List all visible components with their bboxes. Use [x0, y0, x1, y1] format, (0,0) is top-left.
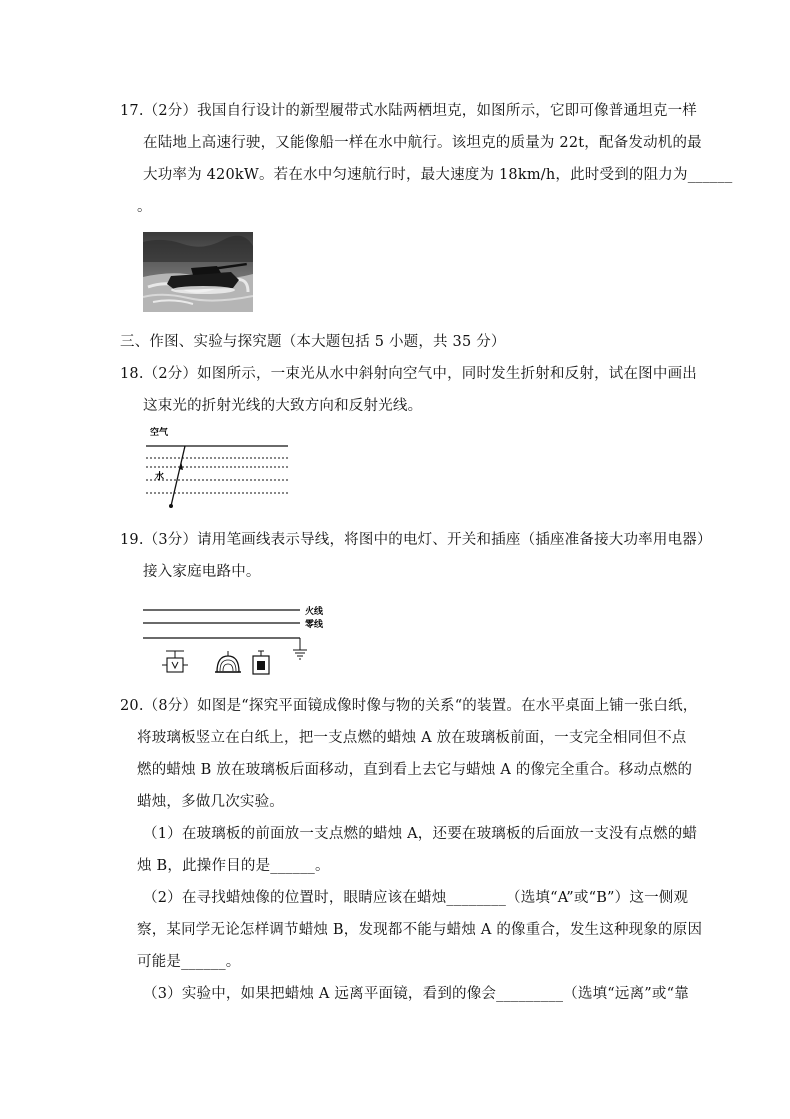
amphibious-tank-photo: [143, 232, 253, 312]
q18-line-1: 18.（2分）如图所示，一束光从水中斜射向空气中，同时发生折射和反射，试在图中画出: [120, 366, 697, 382]
q20-line-1: 20.（8分）如图是“探究平面镜成像时像与物的关系“的装置。在水平桌面上铺一张白纸，: [120, 698, 698, 714]
q20-line-4: 蜡烛，多做几次实验。: [137, 794, 284, 810]
q19-line-1: 19.（3分）请用笔画线表示导线，将图中的电灯、开关和插座（插座准备接大功率用电器）: [120, 532, 712, 548]
q20-part3-line-1: （3）实验中，如果把蜡烛 A 远离平面镜，看到的像会_________（选填“远离”或“靠: [143, 986, 689, 1002]
q20-part2-line-3: 可能是______。: [137, 954, 241, 970]
q17-line-4: 。: [137, 199, 152, 215]
lamp-icon: [215, 651, 241, 672]
water-label: 水: [155, 472, 165, 482]
live-wire-label: 火线: [305, 607, 324, 617]
section-3-heading: 三、作图、实验与探究题（本大题包括 5 小题，共 35 分）: [120, 334, 506, 350]
ground-icon: [293, 650, 307, 659]
q20-part1-line-2: 烛 B，此操作目的是______。: [137, 858, 330, 874]
q17-line-1: 17.（2分）我国自行设计的新型履带式水陆两栖坦克，如图所示，它即可像普通坦克一样: [120, 103, 697, 119]
q17-line-2: 在陆地上高速行驶，又能像船一样在水中航行。该坦克的质量为 22t，配备发动机的最: [143, 135, 702, 151]
household-circuit-diagram: [140, 600, 355, 682]
q20-part2-line-2: 察，某同学无论怎样调节蜡烛 B，发现都不能与蜡烛 A 的像重合，发生这种现象的原因: [137, 922, 703, 938]
q20-line-2: 将玻璃板竖立在白纸上，把一支点燃的蜡烛 A 放在玻璃板前面，一支完全相同但不点: [137, 730, 687, 746]
q17-line-3: 大功率为 420kW。若在水中匀速航行时，最大速度为 18km/h，此时受到的阻力为______: [143, 167, 733, 183]
incident-ray: [171, 446, 185, 506]
socket-icon: [253, 651, 269, 674]
q20-part1-line-1: （1）在玻璃板的前面放一支点燃的蜡烛 A，还要在玻璃板的后面放一支没有点燃的蜡: [143, 826, 698, 842]
q18-line-2: 这束光的折射光线的大致方向和反射光线。: [143, 398, 423, 414]
q20-line-3: 燃的蜡烛 B 放在玻璃板后面移动，直到看上去它与蜡烛 A 的像完全重合。移动点燃的: [137, 762, 693, 778]
light-source-point: [169, 504, 173, 508]
neutral-wire-label: 零线: [305, 620, 324, 630]
refraction-diagram: [143, 422, 293, 510]
switch-icon: [162, 651, 188, 672]
q20-part2-line-1: （2）在寻找蜡烛像的位置时，眼睛应该在蜡烛________（选填“A”或“B”）这一侧观: [143, 890, 689, 906]
q19-line-2: 接入家庭电路中。: [143, 564, 261, 580]
air-label: 空气: [150, 428, 169, 438]
